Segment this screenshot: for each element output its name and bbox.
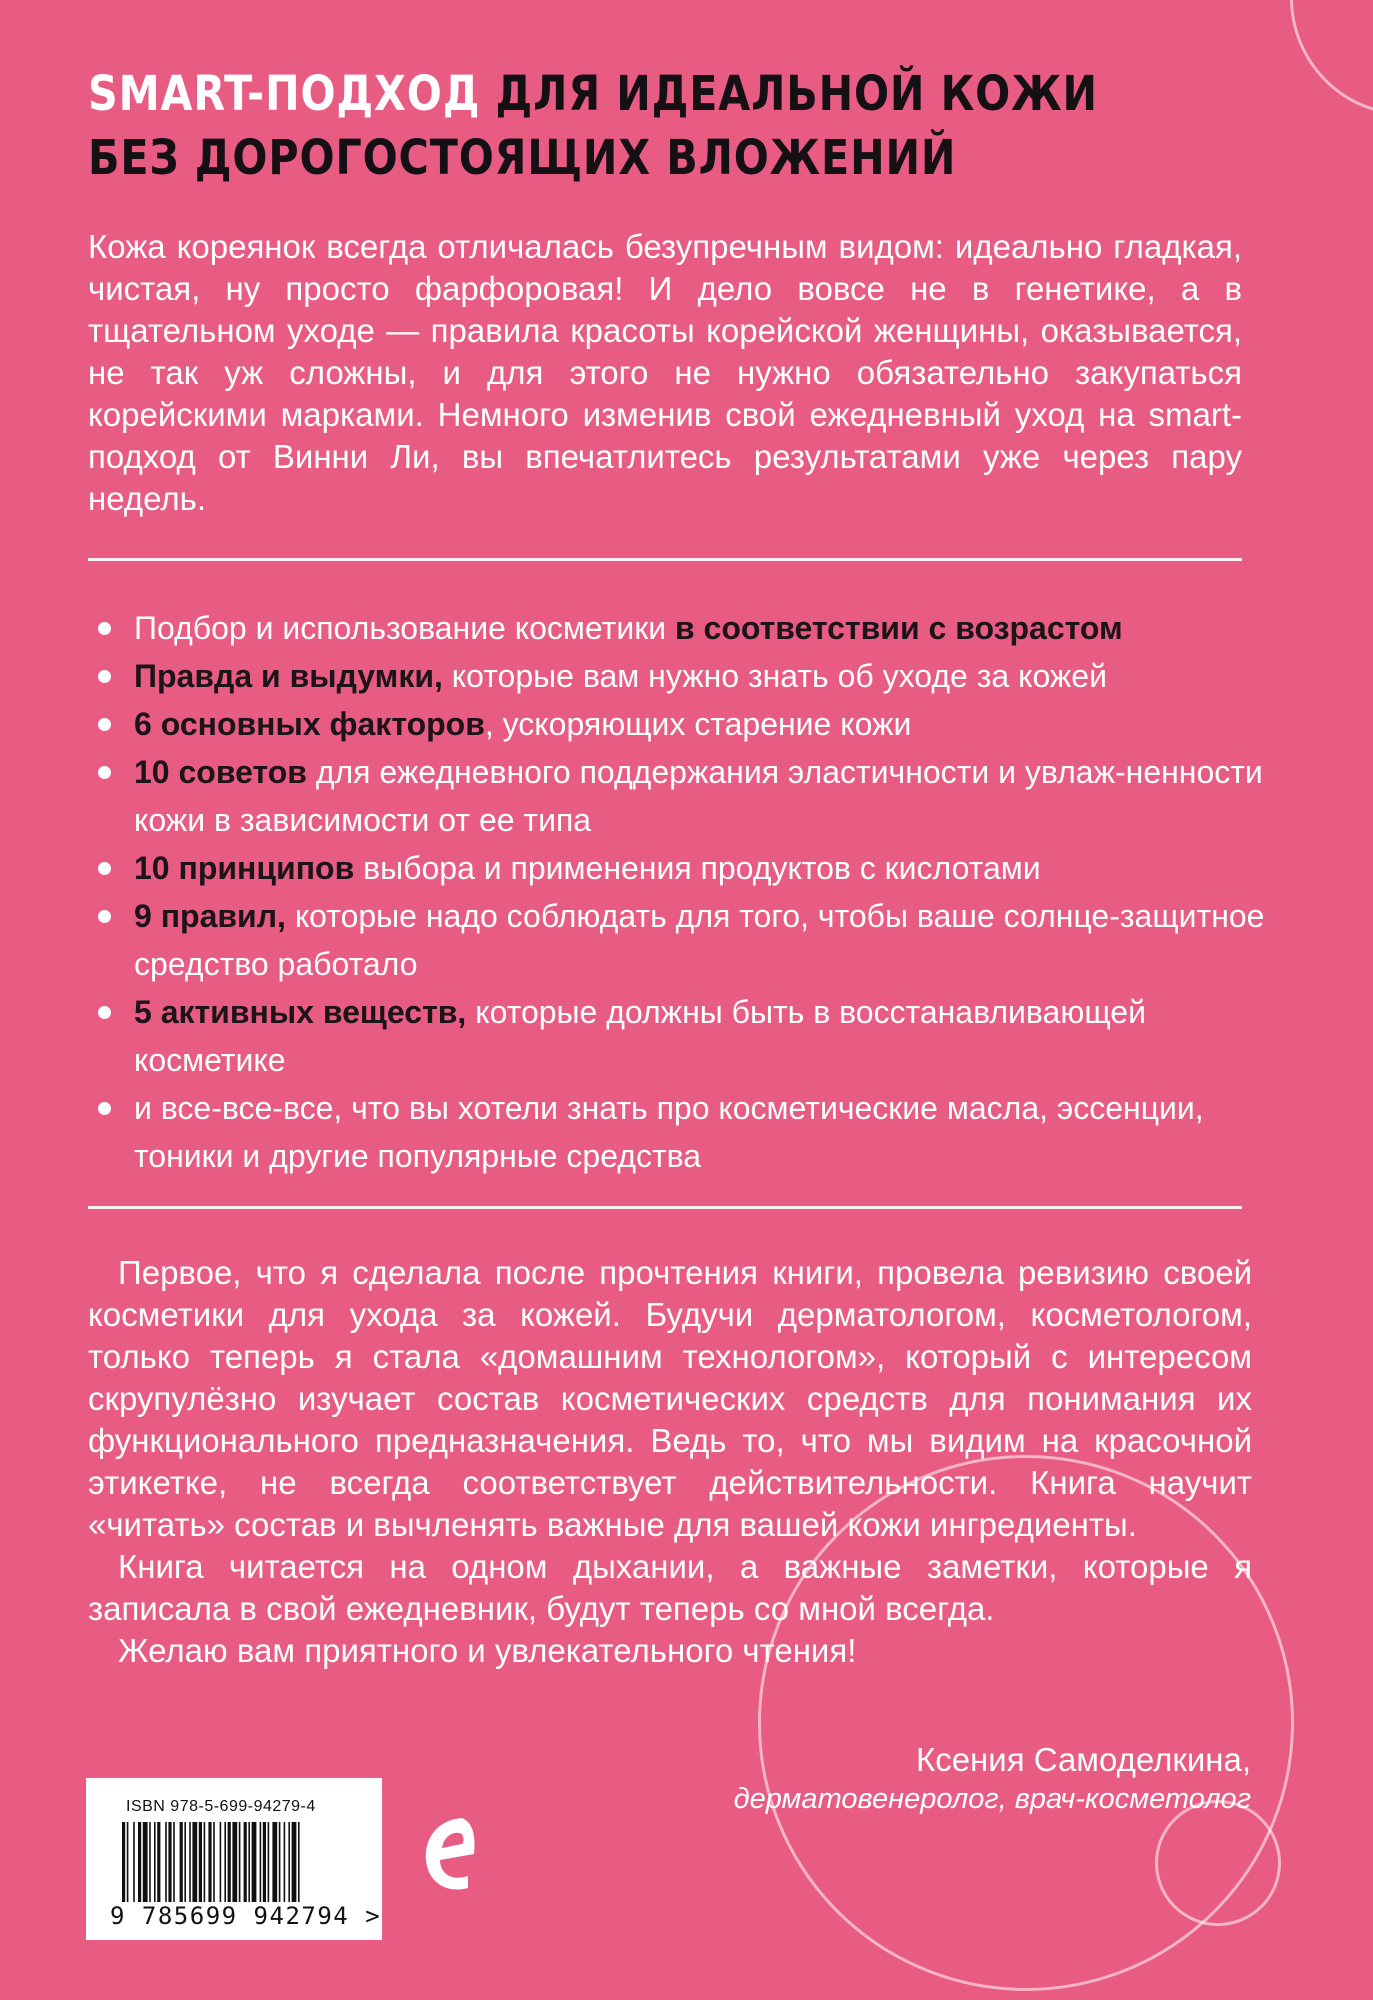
feature-emphasis: в соответствии с возрастом (674, 610, 1123, 646)
feature-item (92, 652, 1292, 700)
feature-text: которые надо соблюдать для того, чтобы ваше солнце-защитное средство работало (134, 898, 1265, 982)
feature-emphasis: 10 советов (134, 754, 307, 790)
divider-top (88, 558, 1242, 561)
bullet-icon (98, 910, 111, 923)
bullet-icon (98, 1006, 111, 1019)
barcode-digits: 9 785699 942794 > (110, 1902, 382, 1930)
review-paragraph-1: Первое, что я сделала после прочтения книги, провела ревизию своей косметики для ухода за кожей. Будучи дерматологом, косметологом, только теперь я стала «домашним технологом», который с интересом скрупулёзно изучает состав косметических средств для понимания их функционального предназначения. Ведь то, что мы видим на красочной этикетке, не всегда соответствует действительности. Книга научит «читать» состав и вычленять важные для вашей кожи ингредиенты. (88, 1254, 1252, 1543)
feature-item (92, 604, 1292, 652)
feature-emphasis: 6 основных факторов (134, 706, 485, 742)
feature-text: и все-все-все, что вы хотели знать про косметические масла, эссенции, тоники и другие популярные средства (134, 1090, 1204, 1174)
feature-text: которые должны быть в восстанавливающей косметике (134, 994, 1146, 1078)
feature-item (92, 844, 1292, 892)
barcode-bars (122, 1822, 352, 1902)
isbn-label: ISBN 978-5-699-94279-4 (126, 1798, 316, 1815)
feature-emphasis: 9 правил, (134, 898, 286, 934)
decorative-circle-top (1290, 0, 1373, 116)
feature-emphasis: 10 принципов (134, 850, 355, 886)
feature-emphasis: 5 активных веществ, (134, 994, 467, 1030)
feature-emphasis: Правда и выдумки, (134, 658, 443, 694)
bullet-icon (98, 862, 111, 875)
feature-item (92, 700, 1292, 748)
feature-text: которые вам нужно знать об уходе за кожей (442, 658, 1107, 694)
bullet-icon (98, 1102, 111, 1115)
barcode (86, 1778, 382, 1940)
headline-line1: ДЛЯ ИДЕАЛЬНОЙ КОЖИ (495, 66, 1098, 122)
intro-paragraph: Кожа кореянок всегда отличалась безупречным видом: идеально гладкая, чистая, ну просто фарфоровая! И дело вовсе не в генетике, а в тщательном уходе — правила красоты корейской женщины, оказывается, не так уж сложны, и для этого не нужно обязательно закупаться корейскими марками. Немного изменив свой ежедневный уход на smart-подход от Винни Ли, вы впечатлитесь результатами уже через пару недель. (88, 228, 1242, 517)
feature-text: выбора и применения продуктов с кислотами (354, 850, 1041, 886)
feature-text: для ежедневного поддержания эластичности и увлаж-ненности кожи в зависимости от ее типа (134, 754, 1263, 838)
bullet-icon (98, 670, 111, 683)
publisher-logo-icon (416, 1808, 486, 1900)
divider-bottom (88, 1206, 1242, 1209)
feature-item (92, 748, 1292, 844)
review-author (734, 1740, 1251, 1818)
headline-line2: БЕЗ ДОРОГОСТОЯЩИХ ВЛОЖЕНИЙ (88, 130, 957, 186)
bullet-icon (98, 622, 111, 635)
feature-item (92, 892, 1292, 988)
headline (88, 62, 1098, 190)
review-text (88, 1252, 1252, 1672)
bullet-icon (98, 718, 111, 731)
author-name: Ксения Самоделкина, (915, 1741, 1251, 1778)
feature-list (92, 604, 1292, 1180)
author-role: дерматовенеролог, врач-косметолог (733, 1783, 1251, 1815)
feature-text: Подбор и использование косметики (134, 610, 675, 646)
headline-highlight: SMART-ПОДХОД (88, 66, 481, 122)
decorative-circle-small (1155, 1800, 1281, 1926)
feature-item (92, 988, 1292, 1084)
review-paragraph-3: Желаю вам приятного и увлекательного чтения! (118, 1632, 857, 1669)
feature-item (92, 1084, 1292, 1180)
feature-text: , ускоряющих старение кожи (484, 706, 912, 742)
bullet-icon (98, 766, 111, 779)
review-paragraph-2: Книга читается на одном дыхании, а важные заметки, которые я записала в свой ежедневник, будут теперь со мной всегда. (88, 1548, 1252, 1627)
